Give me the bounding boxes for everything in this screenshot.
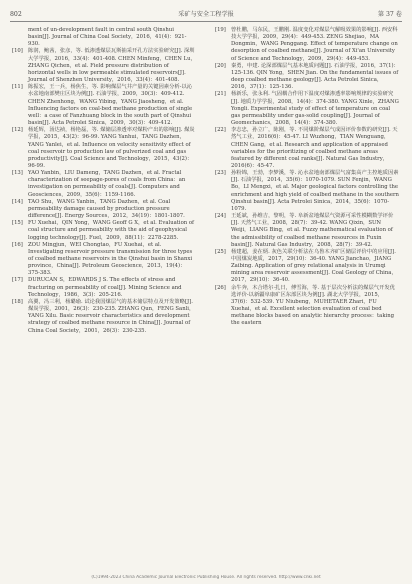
reference-text: TAO Shu，WANG Yanbin，TANG Dazhen，et al. Coal permeability damage caused by production pressure difference[J]. Energy Sources，2012，34(19)：1801-1807. bbox=[28, 198, 185, 220]
reference-item bbox=[215, 170, 400, 213]
reference-number: [16] bbox=[12, 241, 23, 248]
reference-text: 曾杜鹏，马东民，王鹏刚. 温度变化对煤层气解吸效果的影响[J]. 西安科技大学学报，2009，29(4)：449-453. ZENG Shejiao，MA Dongmin，WANG Penggang. Effect of temperature change on desorption of coalbed methane[J]. Journal of Xi'an University of Science and Technology，2009，29(4)：449-453. bbox=[231, 27, 398, 62]
reference-item bbox=[215, 285, 400, 328]
reference-item bbox=[12, 277, 197, 298]
reference-item bbox=[12, 299, 197, 335]
reference-item bbox=[215, 91, 400, 127]
reference-text: 杨新乐，张永利. 气固耦合作用下温度对煤渗透率影响规律的实验研究[J]. 地质力学学报，2008，14(4)：374-380. YANG Xinle，ZHANG Yongli. Experimental study of effect of temperature on coal gas permeability under gas-solid coupling[J]. Journal of Geomechanics，2008，14(4)：374-380. bbox=[231, 91, 399, 127]
reference-item bbox=[12, 170, 197, 199]
reference-number: [25] bbox=[215, 248, 226, 255]
reference-item bbox=[215, 213, 400, 249]
copyright-footer: (C)1994-2023 China Academic Journal Electronic Publishing House. All rights reserved. http://www.cnki.net bbox=[91, 575, 321, 580]
reference-text: 秦勇，申建. 论深部煤层气基本地质问题[J]. 石油学报，2016，37(1)：125-136. QIN Yong，SHEN Jian. On the fundamental issues of deep coalbed methane geology[J]. Acta Petrolei Sinica，2016，37(1)：125-136. bbox=[231, 62, 399, 91]
reference-number: [26] bbox=[215, 284, 226, 291]
left-column bbox=[12, 27, 197, 335]
reference-item bbox=[12, 48, 197, 84]
reference-number: [14] bbox=[12, 198, 23, 205]
reference-number: [17] bbox=[12, 277, 23, 284]
reference-number: [20] bbox=[215, 62, 226, 69]
left-reference-list bbox=[12, 48, 197, 334]
reference-continuation: ment of un-development fault in central south Qinshui basin[J]. Journal of China Coal Society，2016，41(4)：921-930. bbox=[28, 27, 187, 48]
reference-text: DURUCAN S，EDWARDS J S. The effects of stress and fracturing on permeability of coal[J]. Mining Science and Technology，1986，3(3)：205-216. bbox=[28, 277, 182, 298]
reference-text: 李志忠，孙立广，陈刚，等. 不同煤阶煤层气成因评价参数的研究[J]. 天然气工业，2016(6)：45-47. LI Wuzhong，TIAN Wenguang，CHEN Gang，et al. Research and application of appraised variables for the prioritizing of coalbed methane areas featured by different coal ranks[J]. Natural Gas Industry，2016(6)：45-47. bbox=[231, 127, 398, 169]
volume-label: 第 37 卷 bbox=[377, 11, 402, 18]
reference-text: 杨延辉，汤达祯，杨艳磊，等. 煤储层渗透率对煤粉产出的影响[J]. 煤炭学报，2015，43(2)：96-99. YANG Yanhui，TANG Dazhen，YANG Yanlei，et al. Influence on velocity sensitivity effect of coal reservoir to production law of pulverized coal and gas productivity[J]. Coal Science and Technology，2015，43(2)：96-99. bbox=[28, 127, 195, 169]
reference-item bbox=[12, 199, 197, 220]
reference-text: 王延斌，孙维吉，黎明，等. 阜新盆地煤层气资源可采性模糊数学评价[J]. 天然气工业，2008，28(7)：39-42. WANG Qixin，SUN Weiji，LIANG Bing，et al. Fuzzy mathematical evaluation of the admissibility of coalbed methane resources in Fuxin basin[J]. Natural Gas Industry，2008，28(7)：39-42. bbox=[231, 213, 394, 248]
reference-number: [11] bbox=[12, 84, 23, 91]
reference-text: 陈润，鲍茜，张彦，等. 低渗透煤层瓦斯抽采开孔方法实验研究[J]. 深圳大学学报，2016，33(4)：401-408. CHEN Minfeng，CHEN Lu，ZHANG Qichen，et al. Field pressure distribution of horizontal wells in low permeable stimulated reservoirs[J]. Journal of Shenzhen University，2016，33(4)：401-408. bbox=[28, 48, 196, 84]
reference-item bbox=[215, 27, 400, 63]
reference-text: ZOU Mingjun，WEI Chongtao，FU Xuehai，et al. Investigating reservoir pressure transmission for three types of coalbed methane reservoirs in the Qinshui basin in Shanxi province，China[J]. Petroleum Geoscience，2013，19(4)：375-383. bbox=[28, 241, 193, 277]
reference-item bbox=[215, 63, 400, 92]
reference-item bbox=[12, 220, 197, 241]
reference-number: [15] bbox=[12, 220, 23, 227]
reference-text: 陈振宏，王一兵，杨焦生，等. 影响煤层气井产量的关键因素分析-以沁水盆地南部樊庄区块为例[J]. 石油学报，2009，30(3)：409-412. CHEN Zhenhong，WANG Yibing，YANG Jiaosheng，et al. Influencing factors on coal-bed methane production of single well：a case of Fanzhuang block in the south part of Qinshui basin[J]. Acta Petrolei Sinica，2009，30(3)：409-412. bbox=[28, 84, 193, 127]
reference-text: FU Xuehai，QIN Yong，WANG Geoff G X，et al. Evaluation of coal structure and permeability with the aid of geophysical logging technology[J]. Fuel，2009，88(11)：2278-2285. bbox=[28, 220, 195, 241]
reference-text: 高翼，冯三利，杨璐瑜. 试论我国煤层气的基本储层特点及开发策略[J]. 煤炭学报，2001，26(3)：230-235. ZHANG Qun，FENG Sanli，YANG Xilu. Basic reservoir characteristics and development strategy of coalbed methane resource in China[J]. Journal of China Coal Society，2001，26(3)：230-235. bbox=[28, 298, 195, 334]
right-reference-list bbox=[215, 27, 400, 328]
reference-text: 孙粉锦，王勃，李梦溪，等. 沁水盆地南部煤层气富集高产主控地质因素[J]. 石油学报，2014，35(6)：1070-1079. SUN Fenjin，WANG Bo，LI Mengxi，et al. Major geological factors controlling the enrichment and high yield of coalbed methane in the southern Qinshui basin[J]. Acta Petrolei Sinica，2014，35(6)：1070-1079. bbox=[231, 170, 399, 212]
reference-number: [21] bbox=[215, 91, 226, 98]
right-column bbox=[215, 27, 400, 328]
reference-number: [13] bbox=[12, 170, 23, 177]
reference-item bbox=[12, 127, 197, 170]
reference-text: 杨建超，姜在炳. 灰色关联分析法在乌鲁木齐矿区储层评价中的应用[J]. 中国煤炭地质，2017，29(10)：36-40. YANG Jianchao，JIANG Zaibing. Application of grey relational analysis in Urumqi mining area reservoir assessment[J]. Coal Geology of China，2017，29(10)：36-40. bbox=[231, 248, 397, 284]
reference-number: [22] bbox=[215, 127, 226, 134]
page-number: 802 bbox=[10, 11, 22, 18]
reference-number: [23] bbox=[215, 170, 226, 177]
reference-text: YAO Yanbin，LIU Dameng，TANG Dazhen，et al. Fractal characterization of seepage-pores of coals from China：an investigation on permeability of coals[J]. Computers and Geosciences，2009，35(6)：1159-1166. bbox=[28, 170, 186, 198]
reference-number: [19] bbox=[215, 27, 226, 33]
running-header bbox=[10, 9, 402, 22]
journal-title: 采矿与安全工程学报 bbox=[178, 11, 234, 18]
reference-item bbox=[215, 249, 400, 285]
reference-number: [18] bbox=[12, 298, 23, 305]
reference-item bbox=[12, 84, 197, 127]
reference-item bbox=[215, 127, 400, 170]
reference-number: [12] bbox=[12, 127, 23, 134]
reference-number: [10] bbox=[12, 48, 23, 55]
reference-number: [24] bbox=[215, 213, 226, 220]
reference-text: 余牛奔，木合塔尔·扎日，傅雪海，等. 基于层次分析法的煤层气开发优选评价-以新疆阜康矿区东部区块为例[J]. 湖北大学学报，2015，37(6)：532-539. YU Niubeng，MUHETAER Zhari，FU Xuehai，et al. Excellent selection evaluation of coal bed methane blocks based on analytic hierarchy process：taking the eastern bbox=[231, 284, 395, 327]
reference-item bbox=[12, 242, 197, 278]
